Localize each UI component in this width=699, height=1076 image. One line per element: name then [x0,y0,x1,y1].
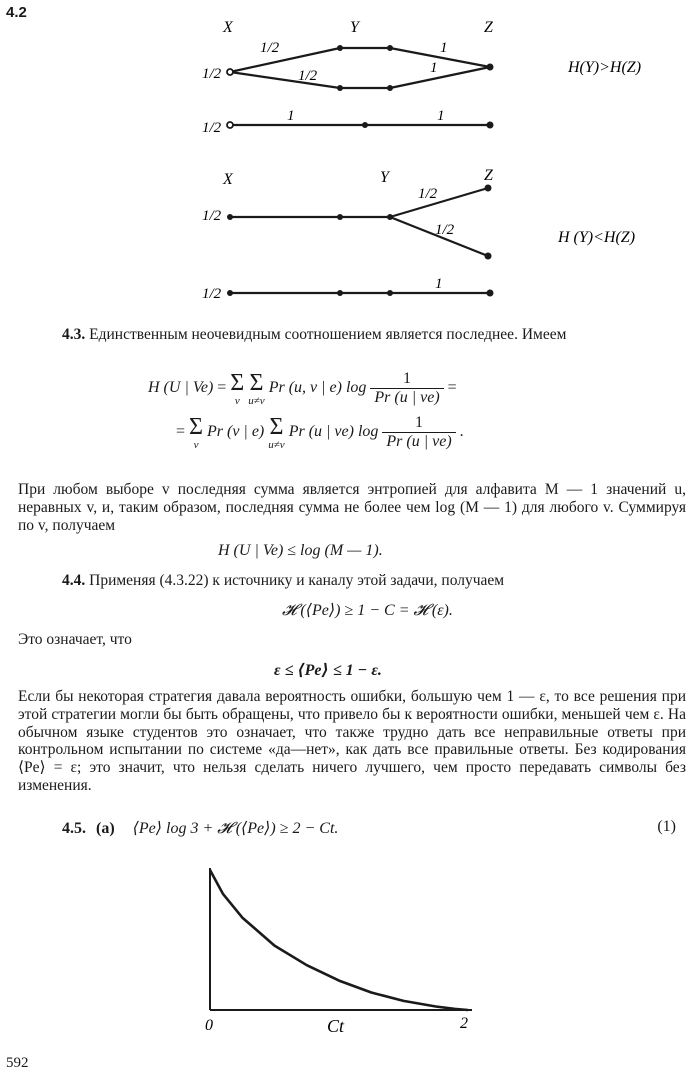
eq43-lhs: H (U | Ve) [148,379,214,397]
eq43-fraction-2: $\frac{1}{Pr (u | ve)}$ [382,414,455,451]
equation-4-3-line-2: = Σ v Pr (v | e) Σ u≠v Pr (u | ve) log $\frac{1}{Pr (u | ve)}$ . [176,413,464,451]
diagram2-branch-up: 1/2 [418,186,438,202]
page-number: 592 [6,1055,29,1071]
problem-4-5-line [62,818,676,838]
diagram1-x-label: X [223,19,233,36]
channel-diagram-2 [190,160,690,305]
diagram2-input-bottom: 1/2 [202,286,222,302]
diagram1-z-label: Z [484,19,493,36]
diagram1-lower-right: 1 [437,108,445,124]
sum-over-v: Σ v [230,369,245,407]
equation-4-3-b: H (U | Ve) ≤ log (M — 1). [218,542,383,559]
diagram1-lower-left: 1 [287,108,295,124]
diagram2-branch-down: 1/2 [435,222,455,238]
paragraph-4-3 [62,326,676,344]
paragraph-4-3-b-text: При любом выборе v последняя сумма является энтропией для алфавита M — 1 значений u, неравных v, и, таким образом, последняя сумма не более чем log (M — 1) для любого v. Суммируя по v, получаем [18,481,686,534]
diagram2-z-label: Z [484,167,493,184]
diagram1-input-bottom: 1/2 [202,120,222,136]
paragraph-4-3-b [18,481,686,534]
x-tick-label-2: 2 [460,1015,468,1032]
equation-4-4-a: 𝓗 (⟨Pe⟩) ≥ 1 − C = 𝓗 (ε). [282,602,453,619]
equation-4-4-b: ε ≤ ⟨Pe⟩ ≤ 1 − ε. [274,662,382,679]
eq43-term3: Pr (u | ve) log [288,423,379,441]
diagram2-y-label: Y [380,169,389,186]
sum-over-v-2: Σ v [189,413,203,451]
diagram1-edge-bottom-left: 1/2 [298,68,318,84]
channel-diagram-1 [190,10,690,140]
chart [180,860,500,1050]
paragraph-4-4 [62,572,676,590]
eq43-term1: Pr (u, v | e) log [268,379,367,397]
paragraph-4-4-c-text: Если бы некоторая стратегия давала вероятность ошибки, большую чем 1 — ε, то все решения при этой стратегии могли бы быть обращены, что привело бы к вероятности ошибки, меньшей чем ε. На обычном языке студентов это означает, что также трудно дать все неправильные ответы при контрольном испытании по системе «да—нет», как дать все правильные ответы. Без кодирования ⟨Pe⟩ = ε; это значит, что нельзя сделать ничего лучшего, чем просто передавать символы без изменения. [18,688,686,794]
equation-4-3-line-1: H (U | Ve) = Σ v Σ u≠v Pr (u, v | e) log $\frac{1}{Pr (u | ve)}$ = [148,369,457,407]
diagram1-edge-top-left: 1/2 [260,40,280,56]
diagram1-input-top: 1/2 [202,66,222,82]
equation-4-5: ⟨Pe⟩ log 3 + 𝓗 (⟨Pe⟩) ≥ 2 − Ct. [132,820,339,837]
problem-number-4-4: 4.4. [62,572,86,589]
diagram1-relation: H(Y)>H(Z) [568,59,642,76]
sum-over-u: Σ u≠v [248,369,265,407]
x-axis-label: Ct [327,1016,345,1036]
eq43-term2: Pr (v | e) [207,423,265,441]
paragraph-4-4-c [18,688,686,795]
paragraph-4-4-text: Применяя (4.3.22) к источнику и каналу этой задачи, получаем [89,572,505,589]
section-number: 4.2 [6,4,27,21]
series-line [210,870,468,1010]
diagram1-edge-bottom-right: 1 [430,60,438,76]
problem-number-4-5: 4.5. [62,820,86,837]
x-tick-label-0: 0 [205,1017,213,1034]
diagram2-lower-edge: 1 [435,276,443,292]
eq43-fraction-1: $\frac{1}{Pr (u | ve)}$ [370,370,443,407]
problem-number-4-3: 4.3. [62,326,86,343]
diagram2-x-label: X [223,171,233,188]
problem-part-a: (a) [96,820,115,837]
paragraph-4-4-b: Это означает, что [18,631,132,648]
diagram2-input-top: 1/2 [202,208,222,224]
diagram1-edge-top-right: 1 [440,40,448,56]
sum-over-u-2: Σ u≠v [268,413,285,451]
paragraph-4-3-text: Единственным неочевидным соотношением является последнее. Имеем [89,326,567,343]
diagram2-relation: H (Y)<H(Z) [558,229,636,246]
equation-4-5-number: (1) [657,818,676,835]
diagram1-y-label: Y [350,19,359,36]
